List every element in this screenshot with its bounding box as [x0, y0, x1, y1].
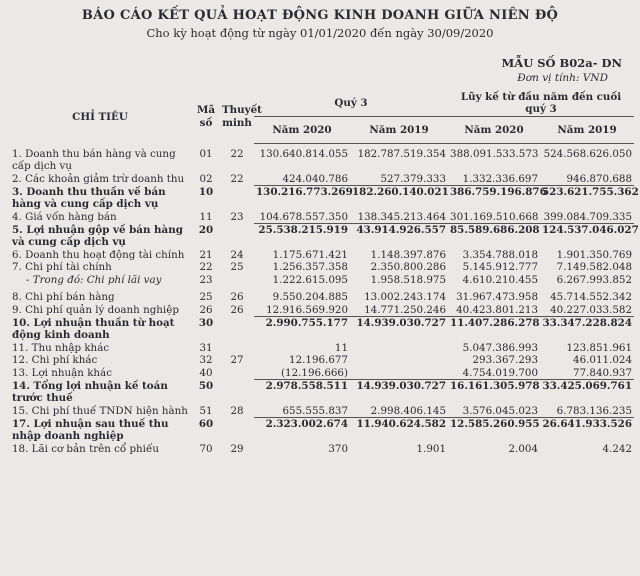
- row-label: 9. Chi phí quản lý doanh nghiệp: [12, 303, 179, 316]
- row-code: 01: [199, 147, 213, 160]
- cell-q3-2020: 104.678.557.350: [259, 210, 348, 223]
- cell-ytd-2020: 12.585.260.955: [448, 418, 540, 443]
- cell-ytd-2019: 33.425.069.761: [540, 380, 634, 405]
- row-note: 25: [230, 261, 244, 273]
- row-label: 8. Chi phí bán hàng: [12, 291, 115, 303]
- row-note: [220, 186, 254, 211]
- cell-ytd-2020: 11.407.286.278: [448, 317, 540, 342]
- currency-unit: Đơn vị tính: VND: [517, 72, 608, 84]
- report-title: BÁO CÁO KẾT QUẢ HOẠT ĐỘNG KINH DOANH GIỮA NIÊN ĐỘ: [81, 8, 559, 23]
- cell-ytd-2020: 3.354.788.018: [462, 248, 539, 261]
- cell-q3-2020: 655.555.837: [282, 404, 348, 417]
- cell-q3-2019: 43.914.926.557: [350, 224, 448, 249]
- income-statement-table: [8, 90, 639, 455]
- table-row: [8, 418, 634, 443]
- row-note: [220, 367, 254, 380]
- row-code: 30: [198, 316, 214, 329]
- header-q3-2020: Năm 2020: [272, 123, 332, 136]
- cell-q3-2019: 13.002.243.174: [364, 291, 447, 303]
- cell-q3-2019: 11.940.624.582: [350, 418, 448, 443]
- cell-q3-2020: 25.538.215.919: [254, 224, 350, 249]
- table-row: [8, 354, 634, 367]
- row-code: 23: [199, 273, 213, 286]
- cell-q3-2019: 2.350.800.286: [370, 261, 447, 273]
- row-label: 1. Doanh thu bán hàng và cung cấp dịch vụ: [12, 147, 176, 172]
- cell-ytd-2020: 388.091.533.573: [448, 144, 540, 173]
- row-note: [220, 342, 254, 355]
- row-note: [220, 418, 254, 443]
- table-row: [8, 173, 634, 186]
- row-label: 10. Lợi nhuận thuần từ hoạt động kinh doanh: [12, 316, 175, 341]
- cell-ytd-2019: 399.084.709.335: [543, 210, 633, 223]
- table-row: [8, 304, 634, 317]
- table-row: [8, 224, 634, 249]
- row-code: 51: [199, 404, 213, 417]
- cell-q3-2020: 1.175.671.421: [272, 248, 348, 261]
- cell-ytd-2020: 386.759.196.876: [448, 186, 540, 211]
- table-row: [8, 380, 634, 405]
- table-row: [8, 342, 634, 355]
- row-note: 26: [230, 291, 244, 303]
- cell-q3-2019: 14.939.030.727: [350, 317, 448, 342]
- cell-q3-2019: 2.998.406.145: [370, 404, 447, 417]
- row-code: 50: [198, 379, 214, 392]
- table-row: [8, 261, 634, 274]
- table-row: [8, 405, 634, 418]
- row-code: 31: [199, 341, 213, 354]
- row-code: 02: [199, 172, 213, 185]
- cell-q3-2020: 130.640.814.055: [254, 144, 350, 173]
- row-label: 6. Doanh thu hoạt động tài chính: [12, 248, 185, 261]
- cell-q3-2020: 1.256.357.358: [272, 261, 348, 273]
- cell-q3-2019: 182.787.519.354: [350, 144, 448, 173]
- cell-ytd-2019: 40.227.033.582: [550, 303, 633, 316]
- row-note: 23: [230, 210, 244, 223]
- cell-ytd-2020: 16.161.305.978: [448, 380, 540, 405]
- cell-q3-2020: 11: [334, 341, 348, 354]
- cell-q3-2019: 1.148.397.876: [370, 248, 447, 261]
- cell-ytd-2019: 6.267.993.852: [556, 273, 633, 286]
- row-note: [220, 224, 254, 249]
- cell-ytd-2019: 1.901.350.769: [556, 248, 633, 261]
- cell-q3-2019: 527.379.333: [380, 172, 447, 185]
- cell-q3-2020: (12.196.666): [281, 366, 348, 379]
- table-row: [8, 144, 634, 173]
- table-row: [8, 367, 634, 380]
- form-code: MẪU SỐ B02a- DN: [501, 56, 622, 70]
- cell-ytd-2020: 4.610.210.455: [462, 273, 539, 286]
- cell-q3-2020: 9.550.204.885: [272, 291, 348, 303]
- cell-q3-2020: 2.323.002.674: [254, 418, 350, 443]
- cell-ytd-2019: 124.537.046.027: [540, 224, 634, 249]
- header-ytd-2020: Năm 2020: [464, 123, 524, 136]
- row-code: 10: [198, 185, 214, 198]
- row-note: 22: [230, 147, 244, 160]
- cell-ytd-2019: 6.783.136.235: [556, 404, 633, 417]
- row-label: 7. Chi phí tài chính: [12, 261, 112, 273]
- row-note: 26: [230, 303, 244, 316]
- cell-ytd-2019: 33.347.228.824: [540, 317, 634, 342]
- cell-ytd-2020: 40.423.801.213: [456, 303, 539, 316]
- table-row: [8, 211, 634, 224]
- row-code: 25: [199, 291, 213, 303]
- row-note: 28: [230, 404, 244, 417]
- cell-q3-2020: 2.990.755.177: [254, 317, 350, 342]
- row-code: 40: [199, 366, 213, 379]
- cell-q3-2019: 14.939.030.727: [350, 380, 448, 405]
- row-code: 26: [199, 303, 213, 316]
- row-label: 4. Giá vốn hàng bán: [12, 210, 117, 223]
- cell-q3-2019: [350, 354, 448, 367]
- cell-ytd-2020: 85.589.686.208: [448, 224, 540, 249]
- table-row: [8, 443, 634, 456]
- row-label: 13. Lợi nhuận khác: [12, 366, 112, 379]
- cell-q3-2019: [350, 342, 448, 355]
- cell-ytd-2019: 77.840.937: [573, 366, 633, 379]
- row-note: 24: [230, 248, 244, 261]
- table-row: [8, 186, 634, 211]
- cell-q3-2020: 2.978.558.511: [254, 380, 350, 405]
- table-row: [8, 317, 634, 342]
- header-note: Thuyết minh: [222, 104, 262, 129]
- cell-q3-2019: 1.958.518.975: [370, 273, 447, 286]
- row-label: 18. Lãi cơ bản trên cổ phiếu: [12, 442, 159, 455]
- row-code: 32: [199, 354, 213, 366]
- row-label: 17. Lợi nhuận sau thuế thu nhập doanh nghiệp: [12, 417, 169, 442]
- row-label: 2. Các khoản giảm trừ doanh thu: [12, 172, 185, 185]
- cell-q3-2020: 12.916.569.920: [266, 303, 348, 316]
- cell-ytd-2019: 123.851.961: [566, 341, 633, 354]
- cell-q3-2020: 130.216.773.269: [254, 186, 350, 211]
- row-label: 3. Doanh thu thuần về bán hàng và cung cấp dịch vụ: [12, 185, 166, 210]
- cell-ytd-2019: 7.149.582.048: [556, 261, 633, 273]
- header-code: Mã số: [196, 104, 216, 129]
- row-code: 70: [199, 442, 213, 455]
- cell-ytd-2020: 5.145.912.777: [462, 261, 539, 273]
- row-code: 21: [199, 248, 213, 261]
- row-label: 14. Tổng lợi nhuận kế toán trước thuế: [12, 379, 168, 404]
- row-note: [220, 380, 254, 405]
- row-code: 20: [198, 223, 214, 236]
- row-note: [220, 274, 254, 287]
- cell-ytd-2019: 523.621.755.362: [540, 186, 634, 211]
- cell-ytd-2020: 3.576.045.023: [462, 404, 539, 417]
- cell-ytd-2020: 1.332.336.697: [462, 172, 539, 185]
- header-ytd-2019: Năm 2019: [557, 123, 617, 136]
- cell-ytd-2019: 26.641.933.526: [540, 418, 634, 443]
- cell-ytd-2020: 293.367.293: [472, 354, 539, 366]
- cell-ytd-2020: 31.967.473.958: [456, 291, 539, 303]
- cell-ytd-2019: 4.242: [602, 442, 633, 455]
- header-quarter3: Quý 3: [254, 90, 448, 117]
- row-code: 11: [199, 210, 213, 223]
- report-period: Cho kỳ hoạt động từ ngày 01/01/2020 đến ngày 30/09/2020: [146, 26, 494, 40]
- cell-ytd-2019: 46.011.024: [573, 354, 633, 366]
- row-label: 12. Chi phí khác: [12, 354, 98, 366]
- row-code: 22: [199, 261, 213, 273]
- header-item: CHỈ TIÊU: [72, 110, 128, 123]
- cell-ytd-2019: 45.714.552.342: [550, 291, 633, 303]
- row-label: - Trong đó: Chi phí lãi vay: [26, 273, 162, 286]
- cell-q3-2019: 14.771.250.246: [364, 303, 447, 316]
- table-row: [8, 274, 634, 287]
- header-ytd: Lũy kế từ đầu năm đến cuối quý 3: [448, 90, 634, 117]
- cell-q3-2020: 424.040.786: [282, 172, 348, 185]
- row-note: [220, 317, 254, 342]
- cell-q3-2020: 370: [328, 442, 348, 455]
- row-label: 5. Lợi nhuận gộp về bán hàng và cung cấp dịch vụ: [12, 223, 183, 248]
- row-label: 15. Chi phí thuế TNDN hiện hành: [12, 404, 188, 417]
- header-q3-2019: Năm 2019: [369, 123, 429, 136]
- row-code: 60: [198, 417, 214, 430]
- row-note: 22: [230, 172, 244, 185]
- cell-ytd-2020: 301.169.510.668: [450, 210, 539, 223]
- cell-q3-2020: 12.196.677: [289, 354, 348, 366]
- cell-ytd-2019: 946.870.688: [566, 172, 633, 185]
- cell-q3-2019: 1.901: [416, 442, 447, 455]
- table-row: [8, 249, 634, 262]
- row-note: 27: [230, 354, 244, 366]
- cell-q3-2019: 182.260.140.021: [350, 186, 448, 211]
- cell-q3-2020: 1.222.615.095: [272, 273, 348, 286]
- cell-ytd-2020: 5.047.386.993: [462, 341, 539, 354]
- row-label: 11. Thu nhập khác: [12, 341, 110, 354]
- cell-ytd-2020: 4.754.019.700: [462, 366, 539, 379]
- cell-q3-2019: 138.345.213.464: [357, 210, 447, 223]
- cell-q3-2019: [350, 367, 448, 380]
- table-row: [8, 286, 634, 304]
- cell-ytd-2020: 2.004: [508, 442, 539, 455]
- cell-ytd-2019: 524.568.626.050: [540, 144, 634, 173]
- row-note: 29: [230, 442, 244, 455]
